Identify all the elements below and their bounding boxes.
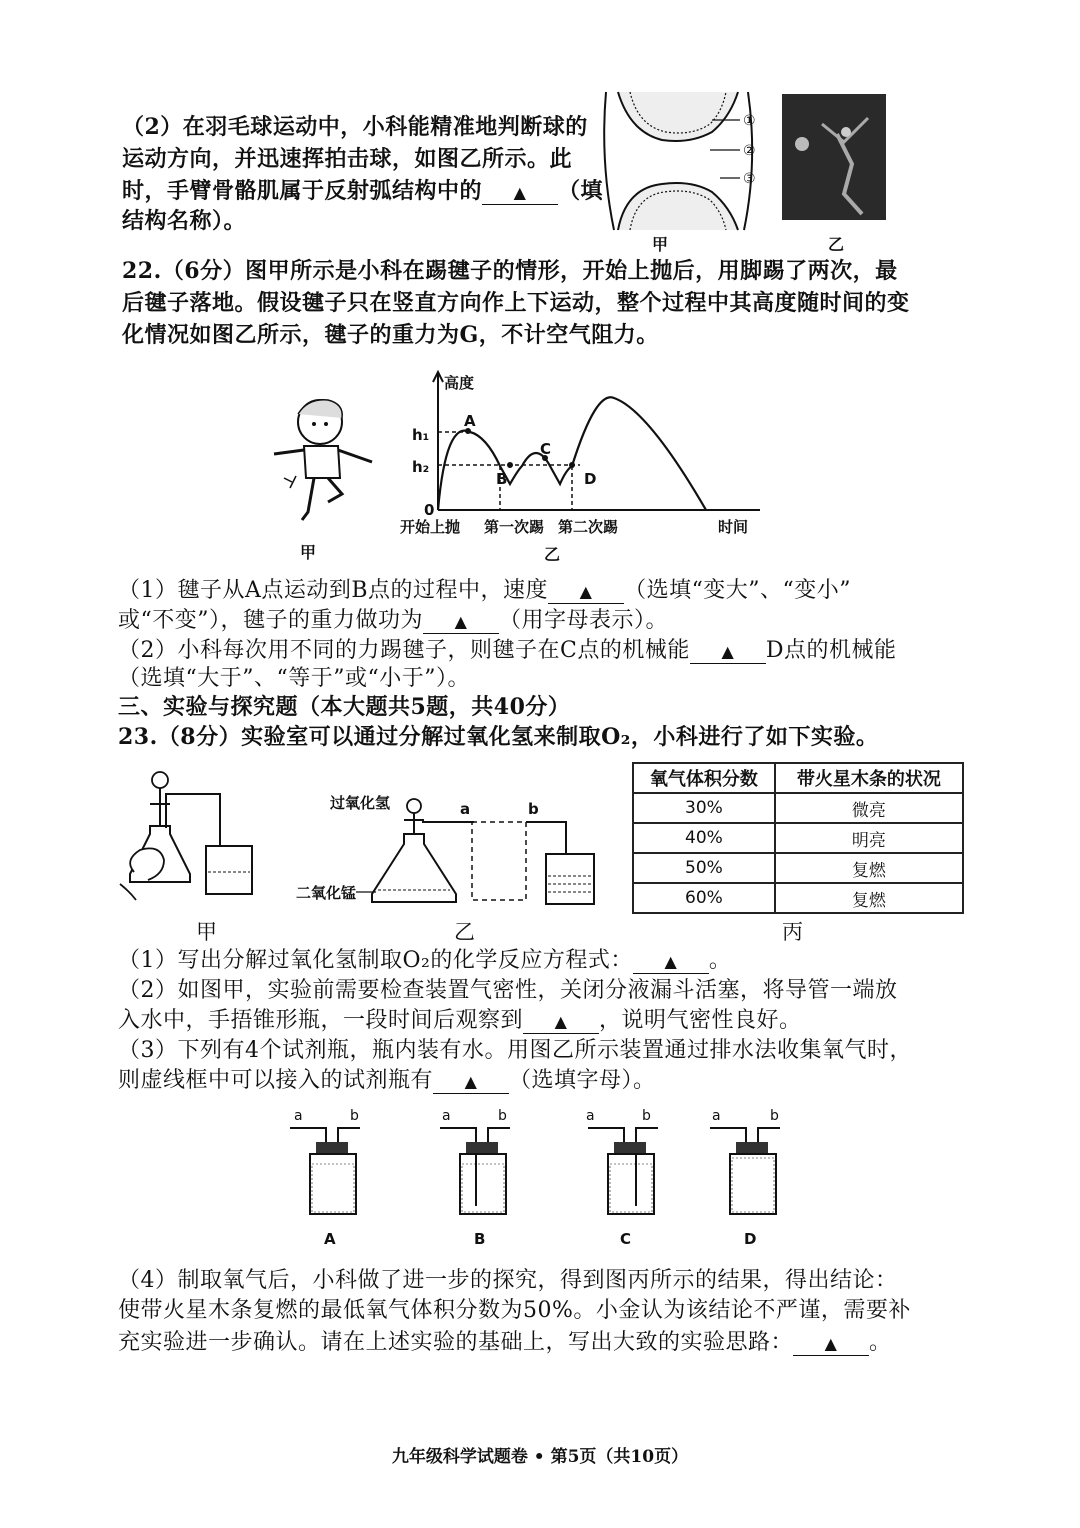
tube-label-a: a	[586, 1108, 595, 1124]
q22-intro-3: 化情况如图乙所示，毽子的重力为G，不计空气阻力。	[122, 322, 659, 348]
q21-2-line3: 时，手臂骨骼肌属于反射弧结构中的 ▲ （填	[122, 178, 604, 204]
apparatus-jia	[120, 764, 270, 914]
table-cell: 明亮	[775, 823, 963, 853]
tube-label-b: b	[350, 1108, 359, 1124]
table-header: 带火星木条的状况	[775, 763, 963, 793]
y-axis-label: 高度	[444, 374, 475, 392]
tube-label-b: b	[770, 1108, 779, 1124]
q21-2-line1: （2）在羽毛球运动中，小科能精准地判断球的	[122, 114, 588, 140]
tick-zero: 0	[424, 501, 435, 519]
fig-caption-yi: 乙	[828, 235, 845, 254]
fig-caption-yi: 乙	[454, 920, 475, 944]
table-row	[633, 883, 963, 913]
table-cell: 微亮	[775, 793, 963, 823]
q21-2-line2: 运动方向，并迅速挥拍击球，如图乙所示。此	[122, 146, 573, 172]
joint-diagram	[600, 92, 770, 232]
label-manganese-dioxide: 二氧化锰	[296, 884, 357, 902]
tube-label-a: a	[294, 1108, 303, 1124]
fig-caption-jia: 甲	[300, 543, 317, 562]
label-2: ②	[743, 143, 756, 159]
table-cell: 50%	[633, 853, 775, 883]
fig-caption-jia: 甲	[652, 235, 669, 254]
answer-blank[interactable]: ▲	[548, 581, 624, 604]
q22-q2-line1: （2）小科每次用不同的力踢毽子，则毽子在C点的机械能 ▲ D点的机械能	[118, 638, 897, 663]
point-c-label: C	[540, 440, 552, 458]
apparatus-yi	[296, 786, 606, 916]
answer-blank[interactable]: ▲	[793, 1333, 869, 1356]
child-kicking-figure	[268, 392, 380, 532]
q22-q1-line1: （1）毽子从A点运动到B点的过程中，速度 ▲ （选填“变大”、“变小”	[118, 578, 852, 603]
point-b-label: B	[496, 470, 508, 488]
q22-intro-2: 后毽子落地。假设毽子只在竖直方向作上下运动，整个过程中其高度随时间的变	[122, 290, 910, 316]
q23-q2-line1: （2）如图甲，实验前需要检查装置气密性，关闭分液漏斗活塞，将导管一端放	[118, 978, 898, 1003]
fig-caption-jia: 甲	[196, 920, 217, 944]
table-cell: 40%	[633, 823, 775, 853]
answer-blank[interactable]: ▲	[423, 611, 499, 634]
q23-q4-line1: （4）制取氧气后，小科做了进一步的探究，得到图丙所示的结果，得出结论：	[118, 1268, 898, 1293]
x-tick-kick2: 第二次踢	[558, 518, 619, 536]
label-1: ①	[743, 113, 756, 129]
height-curve	[438, 397, 706, 510]
table-cell: 30%	[633, 793, 775, 823]
q22-q2-line2: （选填“大于”、“等于”或“小于”）。	[118, 666, 470, 691]
answer-blank[interactable]: ▲	[433, 1071, 509, 1094]
oxygen-results-table	[632, 762, 964, 914]
q23-intro: 23.（8分）实验室可以通过分解过氧化氢来制取O₂，小科进行了如下实验。	[118, 724, 879, 750]
tick-h2: h₂	[412, 458, 430, 476]
q23-q3-line2: 则虚线框中可以接入的试剂瓶有 ▲ （选填字母）。	[118, 1068, 656, 1093]
table-row	[633, 853, 963, 883]
tube-label-a: a	[712, 1108, 721, 1124]
q23-q4-line2: 使带火星木条复燃的最低氧气体积分数为50%。小金认为该结论不严谨，需要补	[118, 1298, 911, 1323]
x-tick-start: 开始上抛	[400, 518, 461, 536]
table-cell: 复燃	[775, 853, 963, 883]
q23-q1: （1）写出分解过氧化氢制取O₂的化学反应方程式： ▲ 。	[118, 948, 732, 973]
point-d-label: D	[584, 470, 597, 488]
bottle-label-c: C	[620, 1230, 632, 1248]
tube-label-a: a	[442, 1108, 451, 1124]
bottle-label-d: D	[744, 1230, 757, 1248]
fig-caption-bing: 丙	[782, 920, 803, 944]
answer-blank[interactable]: ▲	[633, 951, 709, 974]
tube-label-b: b	[498, 1108, 507, 1124]
reagent-bottles	[286, 1106, 786, 1256]
bottle-d	[710, 1108, 780, 1248]
q23-q3-line1: （3）下列有4个试剂瓶，瓶内装有水。用图乙所示装置通过排水法收集氧气时，	[118, 1038, 912, 1063]
x-axis-label: 时间	[718, 518, 749, 536]
label-b: b	[528, 800, 539, 818]
tick-h1: h₁	[412, 426, 430, 444]
answer-blank[interactable]: ▲	[523, 1011, 599, 1034]
q22-q1-line2: 或“不变”），毽子的重力做功为 ▲ （用字母表示）。	[118, 608, 669, 633]
table-cell: 60%	[633, 883, 775, 913]
bottle-a	[290, 1108, 360, 1248]
point-a-label: A	[464, 412, 476, 430]
x-tick-kick1: 第一次踢	[484, 518, 545, 536]
tube-label-b: b	[642, 1108, 651, 1124]
table-row	[633, 823, 963, 853]
height-time-chart	[400, 370, 780, 540]
page-footer: 九年级科学试题卷 • 第5页（共10页）	[391, 1447, 689, 1467]
q23-q4-line3: 充实验进一步确认。请在上述实验的基础上，写出大致的实验思路： ▲ 。	[118, 1330, 892, 1355]
bottle-label-a: A	[324, 1230, 336, 1248]
table-header: 氧气体积分数	[633, 763, 775, 793]
q22-intro-1: 22.（6分）图甲所示是小科在踢毽子的情形，开始上抛后，用脚踢了两次，最	[122, 258, 898, 284]
label-3: ③	[743, 171, 756, 187]
label-a: a	[460, 800, 471, 818]
answer-blank[interactable]: ▲	[690, 641, 766, 664]
fig-caption-yi: 乙	[544, 545, 561, 564]
q21-2-line4: 结构名称）。	[122, 208, 247, 234]
table-row	[633, 793, 963, 823]
badminton-photo	[782, 94, 886, 220]
table-cell: 复燃	[775, 883, 963, 913]
bottle-c	[586, 1108, 658, 1248]
section-heading: 三、实验与探究题（本大题共5题，共40分）	[118, 694, 571, 720]
answer-blank[interactable]: ▲	[482, 182, 558, 205]
q23-q2-line2: 入水中，手捂锥形瓶，一段时间后观察到 ▲ ，说明气密性良好。	[118, 1008, 802, 1033]
label-hydrogen-peroxide: 过氧化氢	[330, 794, 391, 812]
bottle-b	[440, 1108, 510, 1248]
bottle-label-b: B	[474, 1230, 486, 1248]
